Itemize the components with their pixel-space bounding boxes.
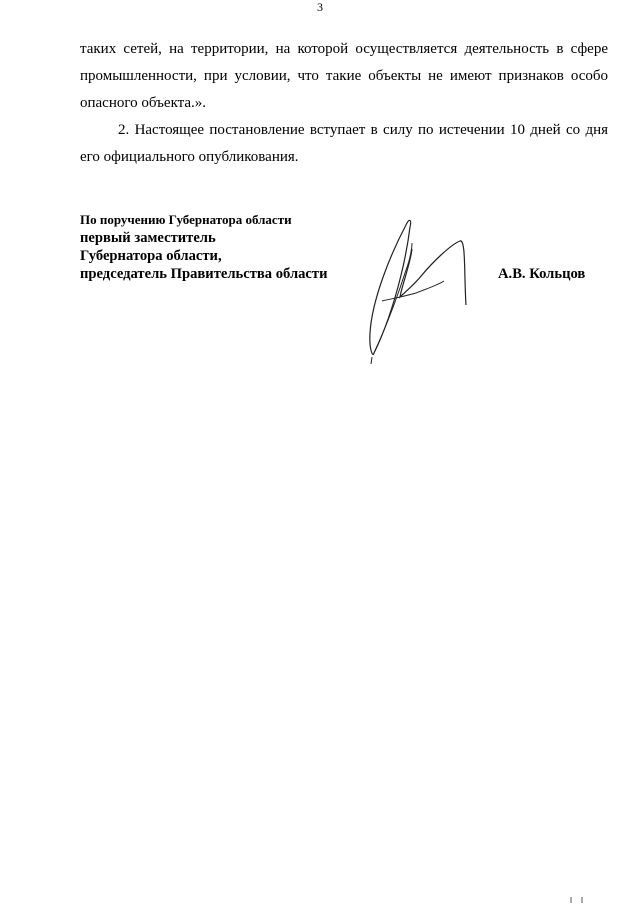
paragraph-1-line-1: таких сетей, на территории, на которой осуществляется деятельность в сфере xyxy=(80,41,608,57)
position-line-1: первый заместитель xyxy=(80,230,216,246)
page-number: 3 xyxy=(317,0,323,14)
position-line-2: Губернатора области, xyxy=(80,248,222,264)
handwritten-signature-icon xyxy=(360,215,480,365)
paragraph-1-line-3: опасного объекта.». xyxy=(80,95,207,111)
position-line-3: председатель Правительства области xyxy=(80,266,328,282)
tick-mark-icon xyxy=(569,895,585,903)
paragraph-1-line-2: промышленности, при условии, что такие объекты не имеют признаков особо xyxy=(80,68,608,84)
paragraph-2-line-1: 2. Настоящее постановление вступает в силу по истечении 10 дней со дня xyxy=(118,122,608,138)
signer-name: А.В. Кольцов xyxy=(498,266,586,282)
paragraph-1 xyxy=(80,36,608,117)
instruction-line: По поручению Губернатора области xyxy=(80,212,292,227)
paragraph-2-line-2: его официального опубликования. xyxy=(80,149,299,165)
paragraph-2 xyxy=(80,117,608,171)
